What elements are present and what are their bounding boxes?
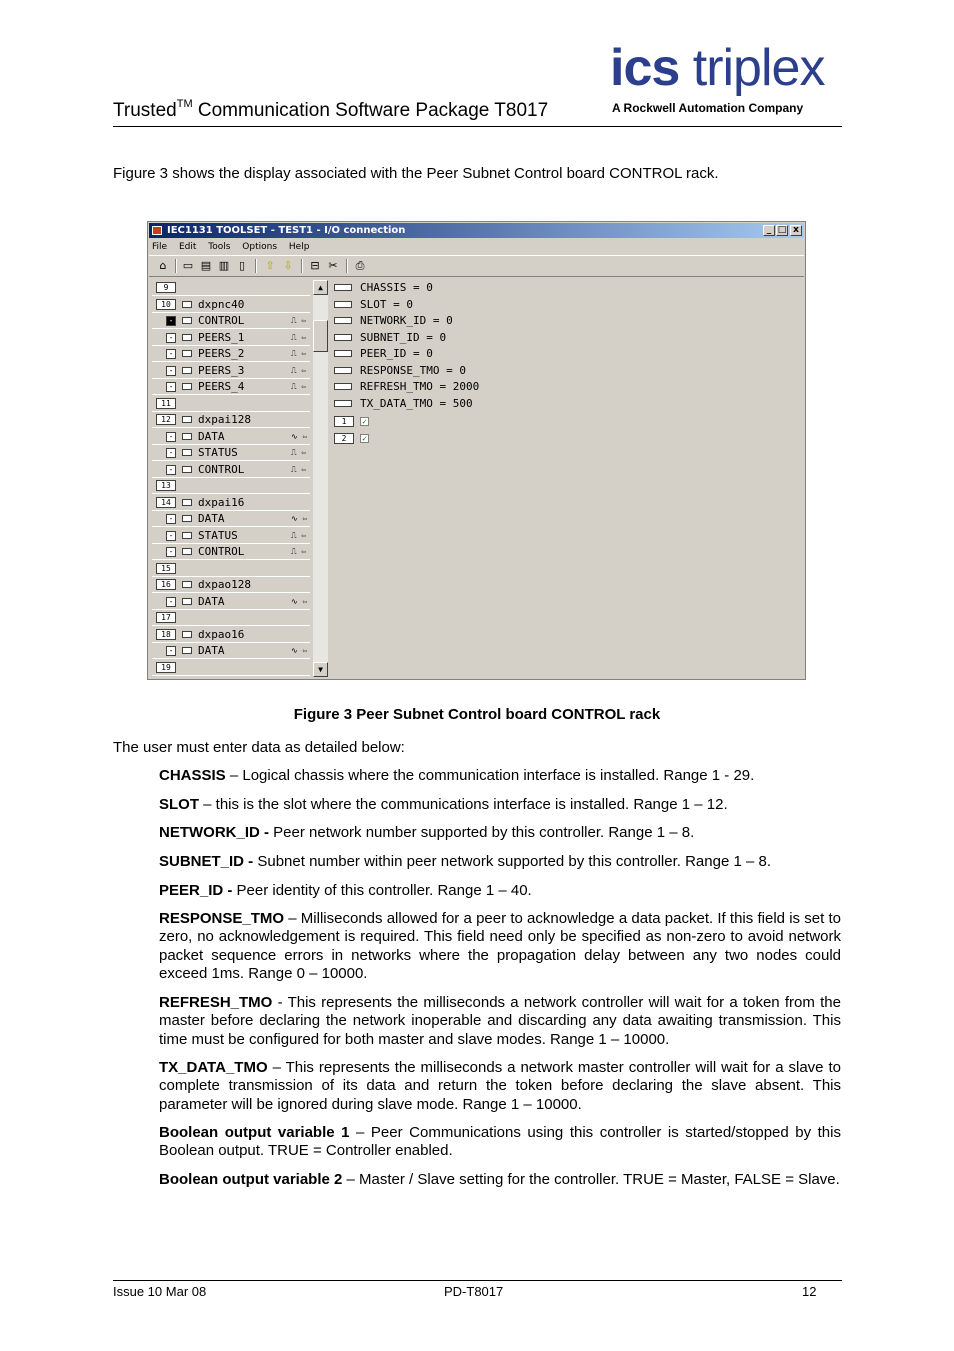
slot-number: 17 <box>156 612 176 623</box>
footer-divider <box>113 1280 842 1281</box>
lead-sentence: The user must enter data as detailed below: <box>113 739 405 756</box>
expand-toggle[interactable]: - <box>166 366 176 376</box>
toolbar <box>149 255 804 277</box>
tree-row-status[interactable] <box>152 528 310 544</box>
menu-tools[interactable]: Tools <box>208 242 231 252</box>
definition-text: – This represents the milliseconds a network master controller will wait for a slave to complete transmission of its data and return the token before declaring the slave absent. This parameter will be ignored during slave mode. Range 1 – 10000. <box>159 1059 841 1113</box>
parameter-value: NETWORK_ID = 0 <box>360 314 453 327</box>
tree-row-data[interactable] <box>152 429 310 445</box>
cut-icon[interactable]: ✂ <box>328 259 338 272</box>
definition-item <box>159 994 841 1049</box>
definition-term: CHASSIS <box>159 767 226 784</box>
footer-issue: Issue 10 Mar 08 <box>113 1284 207 1299</box>
definition-item <box>159 1171 841 1189</box>
definition-term: NETWORK_ID - <box>159 824 269 841</box>
signal-type-icon: ∿ ⇦ <box>291 596 308 606</box>
parameter-icon <box>334 301 352 308</box>
slot-number: 18 <box>156 629 176 640</box>
slot-number: 16 <box>156 579 176 590</box>
header-divider <box>113 126 842 127</box>
definition-item <box>159 910 841 984</box>
parameter-icon <box>334 367 352 374</box>
tree-label: CONTROL <box>198 545 245 558</box>
tree-icon[interactable]: ⊟ <box>310 259 320 272</box>
definition-item <box>159 767 841 785</box>
slot-number: 15 <box>156 563 176 574</box>
tree-row-dxpai16[interactable] <box>152 495 310 511</box>
tree-row-slot[interactable] <box>152 478 310 494</box>
signal-type-icon: ∿ ⇦ <box>291 514 308 523</box>
definition-item <box>159 853 841 871</box>
definition-term: TX_DATA_TMO <box>159 1059 268 1076</box>
slot-number: 11 <box>156 398 176 409</box>
signal-type-icon: ⎍ ⇦ <box>291 316 307 325</box>
definition-text: - This represents the milliseconds a network controller will wait for a token from the master before declaring the network inoperable and discarding any data awaiting transmission. This time must be configured for both master and slave modes. Range 1 – 10000. <box>159 994 841 1048</box>
scroll-up-icon[interactable]: ▲ <box>313 280 328 295</box>
definition-text: – Milliseconds allowed for a peer to acknowledge a data packet. If this field is set to zero, no acknowledgement is required. This field need only be specified as non-zero to avoid network packet sequence errors in networks where the propagation delay between any two nodes could exceed 1ms. Range 0 – 10000. <box>159 910 841 983</box>
signal-type-icon: ⎍ ⇦ <box>291 365 307 375</box>
tree-label: dxpao128 <box>198 578 251 591</box>
parameter-value: CHASSIS = 0 <box>360 281 433 294</box>
slot-number: 19 <box>156 662 176 673</box>
parameter-icon <box>334 334 352 341</box>
board-icon <box>182 647 192 654</box>
ics-triplex-logo: ics triplex <box>610 39 825 97</box>
slot-number: 10 <box>156 299 176 310</box>
definition-item <box>159 1059 841 1114</box>
parameter-icon <box>334 350 352 357</box>
expand-toggle[interactable]: - <box>166 514 176 524</box>
board-icon <box>182 367 192 374</box>
tree-label: DATA <box>198 512 225 525</box>
module-icon <box>182 416 192 423</box>
signal-type-icon: ⎍ ⇦ <box>291 382 307 391</box>
scroll-thumb[interactable] <box>313 320 328 352</box>
expand-toggle[interactable]: - <box>166 531 176 541</box>
tree-label: dxpnc40 <box>198 297 245 311</box>
expand-toggle[interactable]: - <box>166 316 176 326</box>
footer-doc-id: PD-T8017 <box>444 1284 504 1299</box>
parameter-value: REFRESH_TMO = 2000 <box>360 380 480 393</box>
signal-type-icon: ⎍ ⇦ <box>291 547 307 556</box>
definition-item <box>159 882 841 900</box>
tree-row-control[interactable] <box>152 462 310 478</box>
parameters-pane <box>334 280 799 677</box>
definition-term: Boolean output variable 1 <box>159 1124 350 1141</box>
print-icon[interactable]: ⎙ <box>355 259 365 272</box>
tree-row-slot[interactable] <box>152 561 310 577</box>
tree-row-slot[interactable] <box>152 396 310 412</box>
slot-number: 12 <box>156 414 176 425</box>
definition-term: SUBNET_ID - <box>159 853 254 870</box>
definition-text: – Peer Communications using this controller is started/stopped by this Boolean output. TRUE = Controller enabled. <box>159 1124 841 1160</box>
tree-row-dxpnc40[interactable] <box>152 297 310 313</box>
expand-toggle[interactable]: - <box>166 432 176 442</box>
definition-text: – this is the slot where the communications interface is installed. Range 1 – 12. <box>199 796 728 813</box>
tree-label: dxpai16 <box>198 495 245 509</box>
tree-label: STATUS <box>198 446 238 459</box>
definition-term: SLOT <box>159 796 199 813</box>
tree-row-peers_2[interactable] <box>152 346 310 362</box>
expand-toggle[interactable]: - <box>166 349 176 359</box>
expand-toggle[interactable]: - <box>166 597 176 607</box>
tree-row-control[interactable] <box>152 544 310 560</box>
definition-text: Peer identity of this controller. Range 1 – 40. <box>232 882 532 899</box>
board-icon <box>182 317 192 324</box>
output-number: 2 <box>334 433 354 444</box>
slot-number: 13 <box>156 480 176 491</box>
tree-row-slot[interactable] <box>152 660 310 676</box>
slot-number: 9 <box>156 282 176 293</box>
definition-term: REFRESH_TMO <box>159 994 273 1011</box>
board-icon <box>182 532 192 539</box>
tree-label: PEERS_3 <box>198 363 245 377</box>
maximize-button[interactable]: □ <box>777 225 787 235</box>
check-icon[interactable]: ✓ <box>360 434 369 443</box>
definition-text: Subnet number within peer network supported by this controller. Range 1 – 8. <box>253 853 771 870</box>
signal-type-icon: ⎍ ⇦ <box>291 332 307 342</box>
board-icon <box>182 466 192 473</box>
tree-label: CONTROL <box>198 462 245 476</box>
save-icon[interactable]: ⌂ <box>159 259 167 272</box>
tree-label: DATA <box>198 594 225 608</box>
definition-text: Peer network number supported by this controller. Range 1 – 8. <box>269 824 695 841</box>
parameter-value: SUBNET_ID = 0 <box>360 330 447 344</box>
module-icon <box>182 499 192 506</box>
tree-row-dxpao128[interactable] <box>152 577 310 593</box>
expand-toggle[interactable]: - <box>166 448 176 458</box>
parameter-icon <box>334 317 352 324</box>
board-icon <box>182 334 192 341</box>
tree-label: PEERS_4 <box>198 380 245 393</box>
board-icon <box>182 449 192 456</box>
parameter-value: TX_DATA_TMO = 500 <box>360 396 473 410</box>
tree-row-slot[interactable] <box>152 610 310 626</box>
tree-row-slot[interactable] <box>152 280 310 296</box>
module-icon <box>182 581 192 588</box>
definition-text: – Logical chassis where the communication interface is installed. Range 1 - 29. <box>225 767 755 784</box>
definition-item <box>159 824 841 842</box>
expand-toggle[interactable]: - <box>166 547 176 557</box>
parameter-value: SLOT = 0 <box>360 297 413 311</box>
menu-edit[interactable]: Edit <box>178 242 197 252</box>
signal-type-icon: ⎍ ⇦ <box>291 448 307 457</box>
check-icon[interactable]: ✓ <box>360 417 369 426</box>
intro-paragraph: Figure 3 shows the display associated with the Peer Subnet Control board CONTROL rack. <box>113 165 719 182</box>
expand-toggle[interactable]: - <box>166 333 176 343</box>
definition-term: RESPONSE_TMO <box>159 910 285 927</box>
definition-term: Boolean output variable 2 <box>159 1171 343 1188</box>
signal-type-icon: ⎍ ⇦ <box>291 464 307 474</box>
connect-icon[interactable]: ▭ <box>182 259 194 272</box>
minimize-button[interactable]: _ <box>763 225 775 236</box>
tree-row-peers_4[interactable] <box>152 379 310 395</box>
definition-item <box>159 1124 841 1161</box>
module-icon <box>182 301 192 308</box>
signal-type-icon: ∿ ⇦ <box>291 431 308 441</box>
delete-icon[interactable]: ▯ <box>238 259 246 272</box>
logo-tagline: A Rockwell Automation Company <box>612 101 804 115</box>
expand-toggle[interactable]: - <box>166 465 176 475</box>
expand-toggle[interactable]: - <box>166 382 176 392</box>
board-icon <box>182 598 192 605</box>
signal-type-icon: ∿ ⇦ <box>291 646 308 655</box>
scroll-down-icon[interactable]: ▼ <box>313 662 328 677</box>
connect-all-icon[interactable]: ▤ <box>200 259 212 272</box>
parameter-value: PEER_ID = 0 <box>360 347 433 360</box>
move-down-icon[interactable]: ⇩ <box>283 259 293 272</box>
definition-term: PEER_ID - <box>159 882 233 899</box>
board-icon <box>182 383 192 390</box>
rack-tree-pane <box>152 280 312 677</box>
figure-caption: Figure 3 Peer Subnet Control board CONTROL rack <box>293 706 661 723</box>
tree-row-dxpai128[interactable] <box>152 412 310 428</box>
move-up-icon[interactable]: ⇧ <box>265 259 275 272</box>
slot-number: 14 <box>156 497 176 508</box>
tree-row-peers_3[interactable] <box>152 363 310 379</box>
tree-label: CONTROL <box>198 314 245 327</box>
tree-label: PEERS_1 <box>198 330 245 344</box>
vertical-scrollbar[interactable] <box>313 280 328 677</box>
menu-options[interactable]: Options <box>242 242 278 252</box>
tree-label: dxpao16 <box>198 627 245 641</box>
tree-row-control[interactable] <box>152 313 310 329</box>
board-icon <box>182 548 192 555</box>
tree-label: STATUS <box>198 528 238 542</box>
parameter-icon <box>334 383 352 390</box>
tree-label: DATA <box>198 644 225 657</box>
board-icon <box>182 350 192 357</box>
board-icon <box>182 433 192 440</box>
menu-file[interactable]: File <box>152 242 168 252</box>
window-titlebar <box>149 223 804 238</box>
window-title: IEC1131 TOOLSET - TEST1 - I/O connection <box>167 225 406 236</box>
parameter-value: RESPONSE_TMO = 0 <box>360 363 466 377</box>
tree-row-status[interactable] <box>152 445 310 461</box>
tree-row-peers_1[interactable] <box>152 330 310 346</box>
document-title: Trusted™ Communication Software Package T8017 <box>113 98 549 121</box>
tree-row-data[interactable] <box>152 594 310 610</box>
definition-text: – Master / Slave setting for the controller. TRUE = Master, FALSE = Slave. <box>342 1171 840 1188</box>
tree-label: DATA <box>198 429 225 443</box>
tree-label: PEERS_2 <box>198 347 245 360</box>
expand-toggle[interactable]: - <box>166 646 176 656</box>
io-connection-window-figure <box>147 221 806 680</box>
properties-icon[interactable]: ▥ <box>218 259 230 272</box>
tree-row-data[interactable] <box>152 643 310 659</box>
footer-page-number: 12 <box>802 1284 817 1299</box>
tree-row-dxpao16[interactable] <box>152 627 310 643</box>
output-number: 1 <box>334 416 354 427</box>
board-icon <box>182 515 192 522</box>
menu-bar <box>152 240 318 254</box>
app-icon <box>152 226 162 235</box>
parameter-icon <box>334 284 352 291</box>
parameter-icon <box>334 400 352 407</box>
signal-type-icon: ⎍ ⇦ <box>291 349 307 358</box>
signal-type-icon: ⎍ ⇦ <box>291 530 307 540</box>
tree-row-data[interactable] <box>152 511 310 527</box>
tree-label: dxpai128 <box>198 413 251 426</box>
close-button[interactable]: x <box>790 225 802 236</box>
module-icon <box>182 631 192 638</box>
definition-item <box>159 796 841 814</box>
menu-help[interactable]: Help <box>288 242 310 252</box>
